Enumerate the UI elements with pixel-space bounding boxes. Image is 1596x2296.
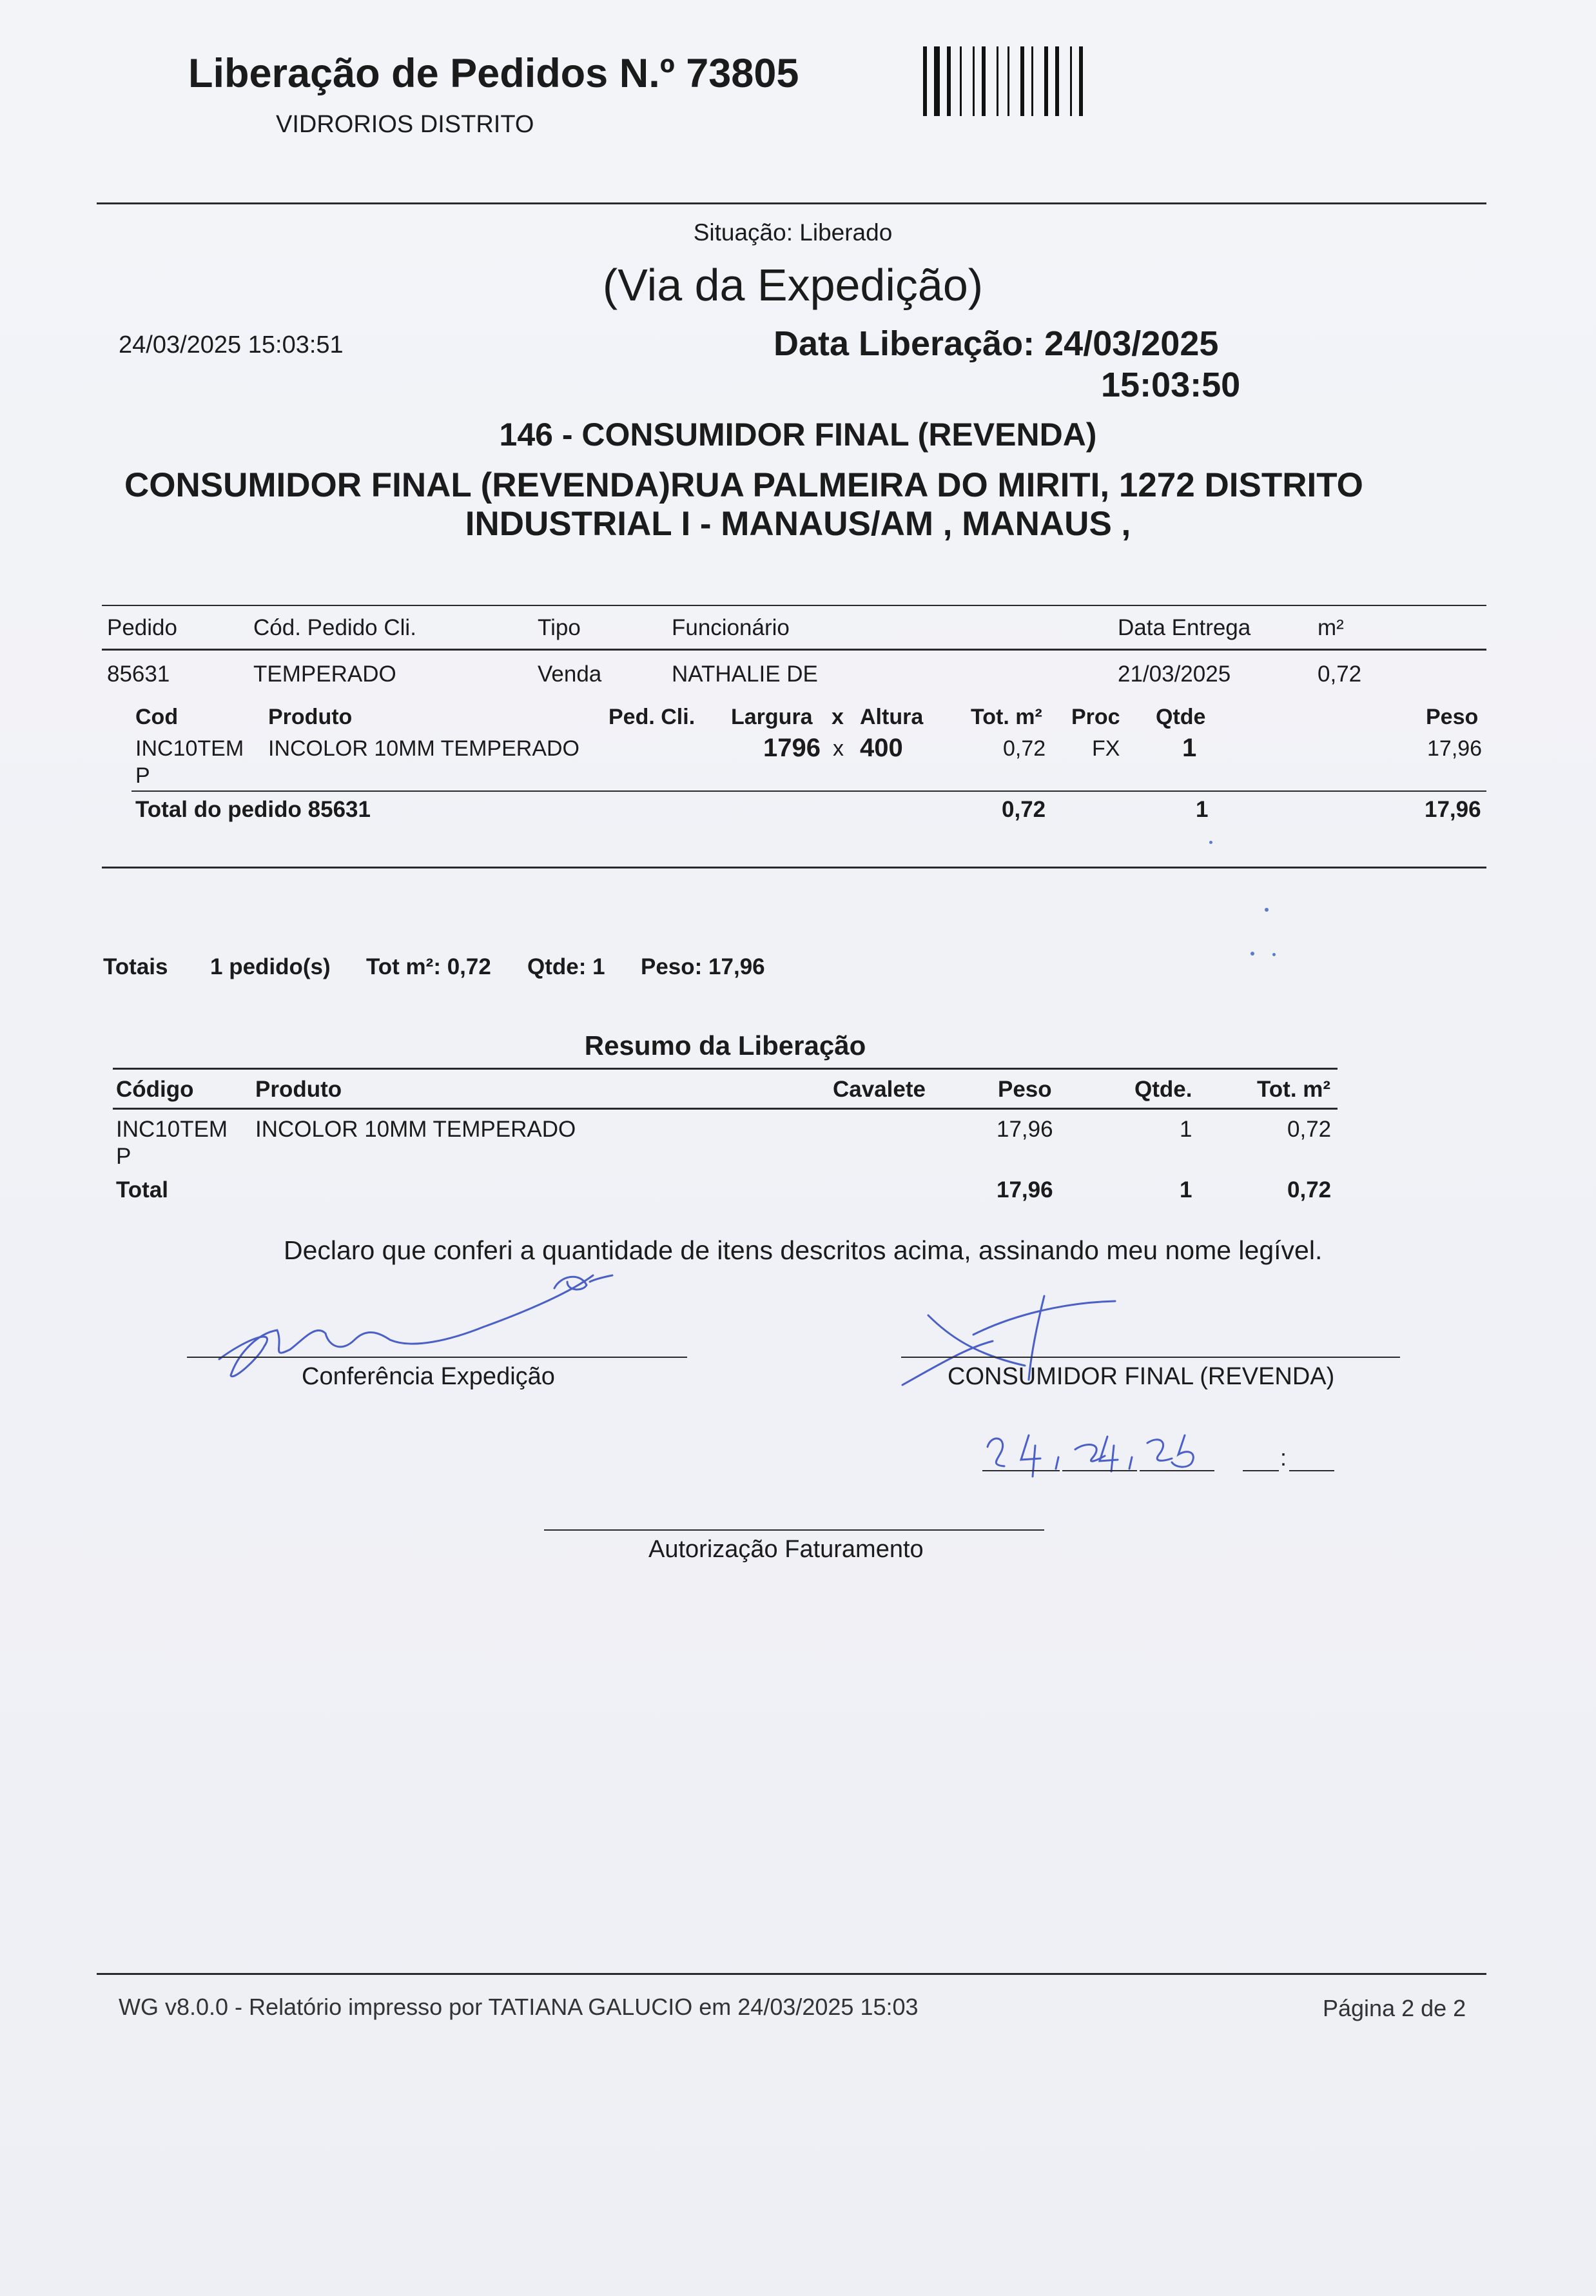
- summary-codigo-line1: INC10TEM: [116, 1117, 228, 1142]
- order-header-cod-pedido-cli: Cód. Pedido Cli.: [253, 615, 416, 640]
- ink-speck: [1251, 952, 1254, 956]
- summary-header-peso: Peso: [998, 1077, 1052, 1102]
- time-hour-line: [1243, 1470, 1279, 1471]
- customer-signature-line: [901, 1357, 1400, 1358]
- barcode-bar: [1031, 46, 1033, 116]
- items-header-produto: Produto: [268, 705, 353, 729]
- barcode-bar: [997, 46, 998, 116]
- order-total-peso: 17,96: [1425, 797, 1481, 822]
- summary-title: Resumo da Liberação: [584, 1030, 866, 1061]
- totals-m2: Tot m²: 0,72: [366, 954, 491, 979]
- summary-top-border: [113, 1068, 1338, 1070]
- barcode: [923, 46, 1165, 116]
- customer-code: 146 - CONSUMIDOR FINAL (REVENDA): [499, 417, 1097, 453]
- barcode-bar: [1044, 46, 1048, 116]
- totals-peso: Peso: 17,96: [641, 954, 765, 979]
- barcode-bar: [1055, 46, 1059, 116]
- barcode-bar: [973, 46, 975, 116]
- company-name: VIDRORIOS DISTRITO: [276, 111, 534, 138]
- order-cell-data-entrega: 21/03/2025: [1118, 662, 1231, 687]
- time-separator: :: [1280, 1444, 1287, 1471]
- items-header-largura: Largura: [731, 705, 813, 729]
- barcode-bar: [1070, 46, 1072, 116]
- item-qtde: 1: [1182, 734, 1197, 762]
- date-year-line: [1140, 1470, 1214, 1471]
- footer-divider: [97, 1973, 1486, 1975]
- footer-page-number: Página 2 de 2: [1323, 1995, 1466, 2021]
- order-header-pedido: Pedido: [107, 615, 177, 640]
- totals-label: Totais: [103, 954, 168, 979]
- release-date: Data Liberação: 24/03/2025: [774, 324, 1219, 363]
- summary-total-peso: 17,96: [997, 1177, 1053, 1202]
- barcode-bar: [923, 46, 927, 116]
- order-total-qtde: 1: [1196, 797, 1209, 822]
- order-table-header-border: [102, 649, 1486, 651]
- totals-qtde: Qtde: 1: [527, 954, 605, 979]
- order-section-bottom-border: [102, 867, 1486, 868]
- item-cod-line2: P: [135, 763, 150, 788]
- order-cell-m2: 0,72: [1318, 662, 1362, 687]
- order-header-tipo: Tipo: [538, 615, 581, 640]
- barcode-bar: [982, 46, 986, 116]
- order-header-data-entrega: Data Entrega: [1118, 615, 1251, 640]
- summary-header-tot-m2: Tot. m²: [1257, 1077, 1331, 1102]
- conferencia-label: Conferência Expedição: [302, 1363, 555, 1390]
- items-header-ped-cli: Ped. Cli.: [608, 705, 696, 729]
- authorization-line: [544, 1529, 1044, 1531]
- item-proc: FX: [1092, 736, 1120, 761]
- items-header-qtde: Qtde: [1156, 705, 1206, 729]
- order-cell-cod-pedido-cli: TEMPERADO: [253, 662, 396, 687]
- print-timestamp: 24/03/2025 15:03:51: [119, 331, 344, 358]
- handwritten-date: [978, 1422, 1262, 1480]
- customer-address-line2: INDUSTRIAL I - MANAUS/AM , MANAUS ,: [465, 505, 1131, 543]
- item-cod-line1: INC10TEM: [135, 736, 244, 761]
- ink-speck: [1272, 953, 1276, 956]
- order-total-label: Total do pedido 85631: [135, 797, 371, 822]
- order-header-funcionario: Funcionário: [672, 615, 790, 640]
- customer-address-line1: CONSUMIDOR FINAL (REVENDA)RUA PALMEIRA DO MIRITI, 1272 DISTRITO: [124, 466, 1363, 504]
- items-header-x: x: [832, 705, 844, 729]
- order-cell-pedido: 85631: [107, 662, 170, 687]
- items-total-border: [131, 790, 1486, 792]
- summary-header-border: [113, 1108, 1338, 1110]
- barcode-bar: [1079, 46, 1083, 116]
- barcode-bar: [1020, 46, 1024, 116]
- barcode-bar: [1007, 46, 1009, 116]
- situation-status: Situação: Liberado: [693, 219, 893, 246]
- item-altura: 400: [860, 734, 903, 762]
- item-produto: INCOLOR 10MM TEMPERADO: [268, 736, 580, 761]
- customer-signature-label: CONSUMIDOR FINAL (REVENDA): [948, 1363, 1335, 1390]
- copy-label: (Via da Expedição): [602, 260, 984, 310]
- order-cell-tipo: Venda: [538, 662, 602, 687]
- summary-produto: INCOLOR 10MM TEMPERADO: [255, 1117, 576, 1142]
- document-title: Liberação de Pedidos N.º 73805: [188, 51, 799, 96]
- release-time: 15:03:50: [1101, 366, 1241, 404]
- item-peso: 17,96: [1427, 736, 1483, 761]
- summary-tot-m2: 0,72: [1287, 1117, 1332, 1142]
- date-month-line: [1062, 1470, 1137, 1471]
- date-day-line: [982, 1470, 1060, 1471]
- item-x: x: [833, 736, 844, 761]
- summary-total-qtde: 1: [1180, 1177, 1192, 1202]
- summary-header-codigo: Código: [116, 1077, 194, 1102]
- barcode-bar: [947, 46, 951, 116]
- order-table-top-border: [102, 605, 1486, 606]
- items-header-cod: Cod: [135, 705, 179, 729]
- order-total-m2: 0,72: [1002, 797, 1046, 822]
- order-header-m2: m²: [1318, 615, 1344, 640]
- declaration-text: Declaro que conferi a quantidade de itens descritos acima, assinando meu nome legível.: [284, 1235, 1323, 1265]
- barcode-bar: [960, 46, 962, 116]
- item-tot-m2: 0,72: [1003, 736, 1046, 761]
- authorization-label: Autorização Faturamento: [648, 1536, 924, 1563]
- summary-header-qtde: Qtde.: [1134, 1077, 1192, 1102]
- barcode-bar: [934, 46, 940, 116]
- summary-header-produto: Produto: [255, 1077, 342, 1102]
- summary-total-tot-m2: 0,72: [1287, 1177, 1332, 1202]
- summary-total-label: Total: [116, 1177, 169, 1202]
- items-header-tot-m2: Tot. m²: [971, 705, 1042, 729]
- summary-header-cavalete: Cavalete: [833, 1077, 926, 1102]
- summary-qtde: 1: [1180, 1117, 1192, 1142]
- item-largura: 1796: [763, 734, 821, 762]
- footer-printed-by: WG v8.0.0 - Relatório impresso por TATIANA GALUCIO em 24/03/2025 15:03: [119, 1994, 919, 2020]
- summary-peso: 17,96: [997, 1117, 1053, 1142]
- order-cell-funcionario: NATHALIE DE: [672, 662, 818, 687]
- ink-speck: [1265, 908, 1269, 912]
- header-divider: [97, 202, 1486, 204]
- totals-pedidos: 1 pedido(s): [210, 954, 331, 979]
- items-header-peso: Peso: [1426, 705, 1479, 729]
- summary-codigo-line2: P: [116, 1144, 131, 1169]
- ink-speck: [1209, 841, 1212, 844]
- items-header-altura: Altura: [860, 705, 924, 729]
- time-minute-line: [1289, 1470, 1334, 1471]
- conferencia-signature-line: [187, 1357, 687, 1358]
- items-header-proc: Proc: [1071, 705, 1120, 729]
